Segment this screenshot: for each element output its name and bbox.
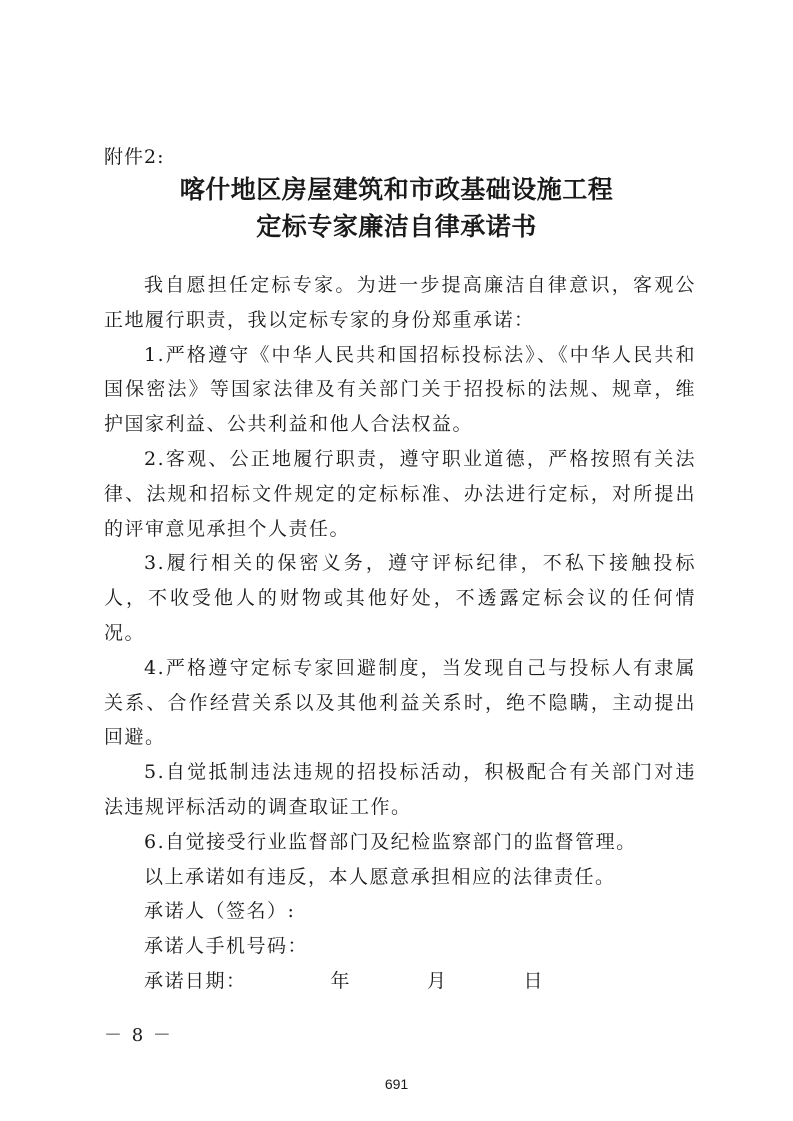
title-line-2: 定标专家廉洁自律承诺书 [256,212,537,241]
date-day-label: 日 [523,969,545,992]
phone-field [104,929,696,964]
date-label: 承诺日期： [144,969,247,992]
paragraph-item-4: 4.严格遵守定标专家回避制度，当发现自己与投标人有隶属关系、合作经营关系以及其他利益关系时，绝不隐瞒，主动提出回避。 [104,656,696,749]
attachment-label: 附件2: [104,146,165,168]
paragraph-item-5: 5.自觉抵制违法违规的招投标活动，积极配合有关部门对违法违规评标活动的调查取证工作。 [104,761,696,818]
paragraph-liability: 以上承诺如有违反，本人愿意承担相应的法律责任。 [144,865,616,888]
page-number: － 8 － [104,1025,173,1046]
document-number: 691 [384,1076,409,1092]
date-month-label: 月 [427,969,448,992]
signature-field [104,894,696,929]
paragraph-item-3: 3.履行相关的保密义务，遵守评标纪律，不私下接触投标人，不收受他人的财物或其他好处，不透露定标会议的任何情况。 [104,552,696,644]
paragraph-item-1: 1.严格遵守《中华人民共和国招标投标法》、《中华人民共和国保密法》等国家法律及有关部门关于招投标的法规、规章，维护国家利益、公共利益和他人合法权益。 [104,343,696,436]
date-year-label: 年 [330,969,352,992]
paragraph-item-6: 6.自觉接受行业监督部门及纪检监察部门的监督管理。 [144,830,637,853]
title-line-1: 喀什地区房屋建筑和市政基础设施工程 [179,175,614,204]
paragraph-intro: 我自愿担任定标专家。为进一步提高廉洁自律意识，客观公正地履行职责，我以定标专家的身份郑重承诺： [104,274,696,331]
date-field [104,964,696,999]
phone-label: 承诺人手机号码： [144,935,309,958]
paragraph-item-2: 2.客观、公正地履行职责，遵守职业道德，严格按照有关法律、法规和招标文件规定的定标标准、办法进行定标，对所提出的评审意见承担个人责任。 [104,447,696,540]
signature-label: 承诺人（签名）: [144,900,296,923]
document-body [104,268,696,999]
